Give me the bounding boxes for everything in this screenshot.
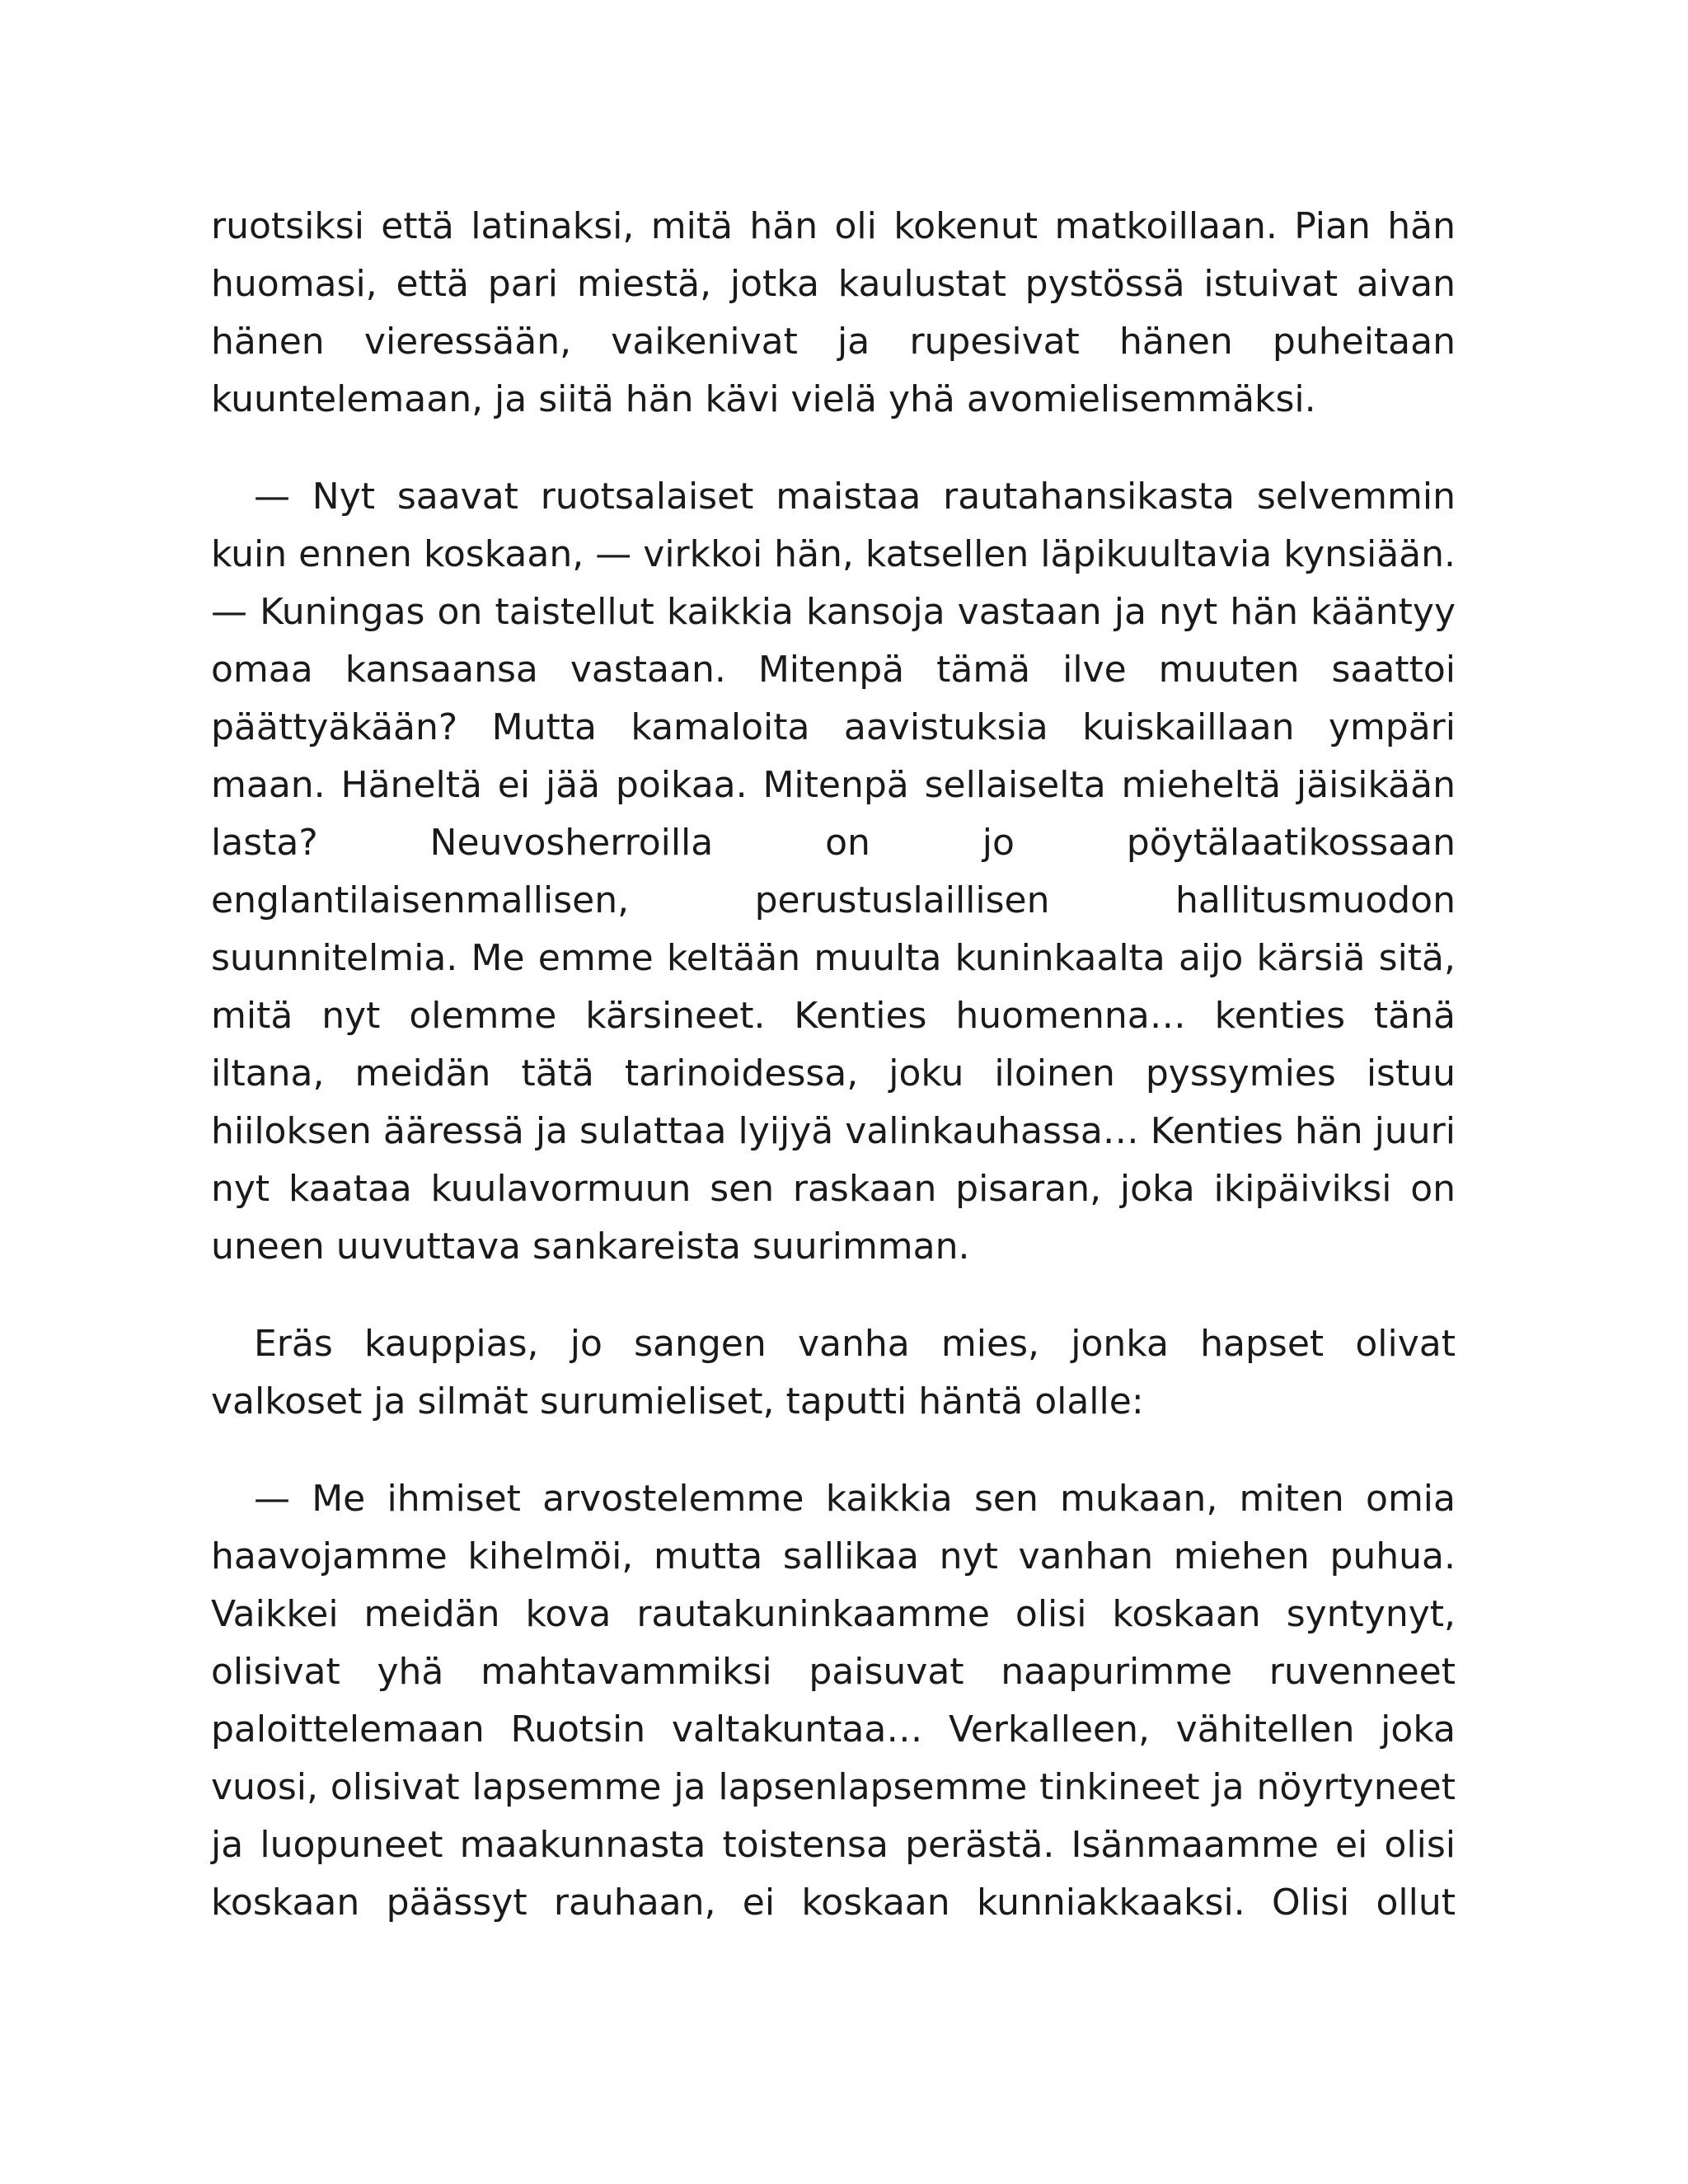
paragraph-narration: Eräs kauppias, jo sangen vanha mies, jonka hapset olivat valkoset ja silmät surumieliset, taputti häntä olalle: — [211, 1323, 1456, 1422]
paragraph-dialogue-1: — Nyt saavat ruotsalaiset maistaa rautahansikasta selvemmin kuin ennen koskaan, — virkkoi hän, katsellen läpikuultavia kynsiään. — Kuningas on taistellut kaikkia kansoja vastaan ja nyt hän kääntyy omaa kansaansa vastaan. Mitenpä tämä ilve muuten saattoi päättyäkään? Mutta kamaloita aavistuksia kuiskaillaan ympäri maan. Häneltä ei jää poikaa. Mitenpä sellaiselta mieheltä jäisikään lasta? Neuvosherroilla on jo pöytälaatikossaan englantilaisenmallisen, perustuslaillisen hallitusmuodon suunnitelmia. Me emme keltään muulta kuninkaalta aijo kärsiä sitä, mitä nyt olemme kärsineet. Kenties huomenna… kenties tänä iltana, meidän tätä tarinoidessa, joku iloinen pyssymies istuu hiiloksen ääressä ja sulattaa lyijyä valinkauhassa… Kenties hän juuri nyt kaataa kuulavormuun sen raskaan pisaran, joka ikipäiviksi on uneen uuvuttava sankareista suurimman. — [211, 476, 1456, 1268]
paragraph-continuation: ruotsiksi että latinaksi, mitä hän oli kokenut matkoillaan. Pian hän huomasi, että pari miestä, jotka kaulustat pystössä istuivat aivan hänen vieressään, vaikenivat ja rupesivat hänen puheitaan kuuntelemaan, ja siitä hän kävi vielä yhä avomielisemmäksi. — [211, 205, 1456, 420]
body-text — [211, 198, 1456, 1932]
paragraph-dialogue-2: — Me ihmiset arvostelemme kaikkia sen mukaan, miten omia haavojamme kihelmöi, mutta sallikaa nyt vanhan miehen puhua. Vaikkei meidän kova rautakuninkaamme olisi koskaan syntynyt, olisivat yhä mahtavammiksi paisuvat naapurimme ruvenneet paloittelemaan Ruotsin valtakuntaa… Verkalleen, vähitellen joka vuosi, olisivat lapsemme ja lapsenlapsemme tinkineet ja nöyrtyneet ja luopuneet maakunnasta toistensa perästä. Isänmaamme ei olisi koskaan päässyt rauhaan, ei koskaan kunniakkaaksi. Olisi ollut — [211, 1478, 1456, 1924]
